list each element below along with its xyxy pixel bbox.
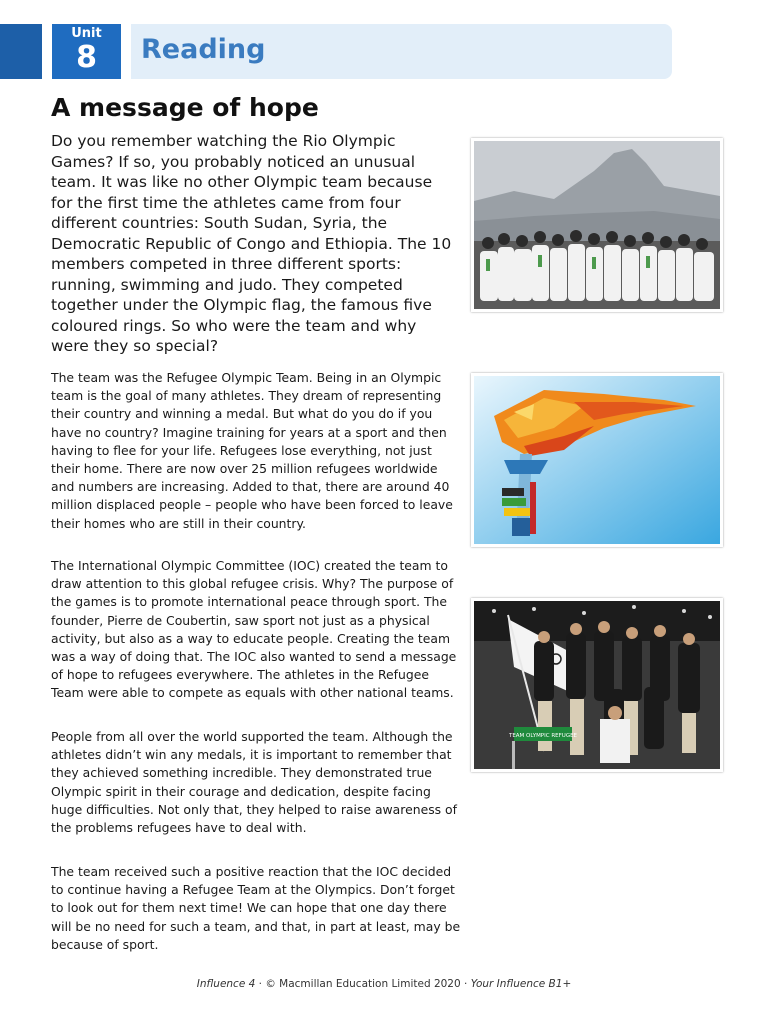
section-heading-bar bbox=[131, 24, 672, 79]
footer-copyright: · © Macmillan Education Limited 2020 · bbox=[255, 978, 471, 990]
unit-number: 8 bbox=[76, 40, 97, 75]
article-intro: Do you remember watching the Rio Olympic Games? If so, you probably noticed an unusual team. It was like no other Olympic team because for the first time the athletes came from four different countries: South Sudan, Syria, the Democratic Republic of Congo and Ethiopia. The 10 members competed in three different sports: running, swimming and judo. They competed together under the Olympic flag, the famous five coloured rings. So who were the team and why were they so special? bbox=[51, 132, 452, 355]
footer-series: Your Influence B1+ bbox=[470, 978, 572, 990]
photo-refugee-team-parade bbox=[471, 598, 723, 772]
article-paragraph-2: The International Olympic Committee (IOC) created the team to draw attention to this global refugee crisis. Why? The purpose of the games is to promote international peace through sport. The founder, Pierre de Coubertin, saw sport not just as a physical activity, but also as a way to educate people. Creating the team was a way of doing that. The IOC also wanted to send a message of hope to refugees everywhere. The athletes in the Refugee Team were able to compete as equals with other national teams. bbox=[51, 558, 457, 701]
unit-label: Unit bbox=[71, 26, 102, 41]
unit-badge bbox=[52, 24, 121, 79]
unit-edge-block bbox=[0, 24, 42, 79]
article-paragraph-4: The team received such a positive reaction that the IOC decided to continue having a Refugee Team at the Olympics. Don’t forget to look out for them next time! We can hope that one day there will be no need for such a team, and that, in part at least, may be because of sport. bbox=[51, 864, 461, 952]
section-heading: Reading bbox=[141, 34, 266, 65]
article-paragraph-3: People from all over the world supported the team. Although the athletes didn’t win any medals, it is important to remember that they achieved something incredible. They demonstrated true Olympic spirit in their courage and dedication, despite facing huge difficulties. Not only that, they helped to raise awareness of the problems refugees have to deal with. bbox=[51, 729, 457, 836]
page-footer bbox=[0, 978, 768, 990]
article-title: A message of hope bbox=[51, 93, 319, 122]
article-paragraph-1: The team was the Refugee Olympic Team. Being in an Olympic team is the goal of many athletes. They dream of representing their country and winning a medal. But what do you do if you have no country? Imagine training for years at a sport and then having to flee for your life. Refugees lose everything, not just their home. There are now over 25 million refugees worldwide and numbers are increasing. Added to that, there are around 40 million displaced people – people who have been forced to leave their homes who are still in their country. bbox=[51, 370, 453, 531]
photo-refugee-team-group bbox=[471, 138, 723, 312]
photo-olympic-torch-illustration bbox=[471, 373, 723, 547]
footer-book-title: Influence 4 bbox=[196, 978, 256, 990]
team-sign-text: TEAM OLYMPIC REFUGEE bbox=[508, 733, 578, 739]
